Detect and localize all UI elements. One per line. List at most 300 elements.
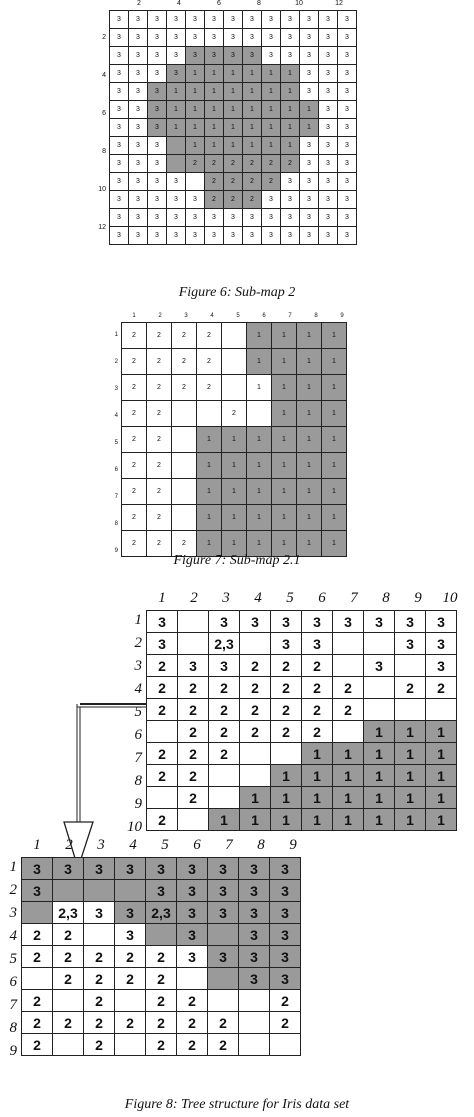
grid-cell: 3 bbox=[115, 924, 146, 946]
grid-cell: 3 bbox=[302, 611, 333, 633]
grid-cell: 1 bbox=[262, 83, 281, 101]
grid-cell: 1 bbox=[222, 505, 247, 531]
grid-cell: 3 bbox=[224, 227, 243, 245]
grid-cell: 3 bbox=[319, 155, 338, 173]
grid-cell: 2 bbox=[205, 155, 224, 173]
grid-cell: 3 bbox=[338, 29, 357, 47]
row-label: 3 bbox=[9, 905, 17, 921]
grid-cell: 2 bbox=[146, 1034, 177, 1056]
grid-cell: 3 bbox=[84, 902, 115, 924]
grid-cell: 2 bbox=[122, 375, 147, 401]
grid-cell: 3 bbox=[243, 47, 262, 65]
grid-cell: 3 bbox=[178, 655, 209, 677]
row-label: 3 bbox=[134, 658, 142, 674]
grid-cell: 3 bbox=[208, 858, 239, 880]
grid-cell: 1 bbox=[395, 765, 426, 787]
grid-row bbox=[22, 858, 301, 880]
grid-cell: 3 bbox=[110, 29, 129, 47]
grid-cell: 2 bbox=[115, 968, 146, 990]
grid-cell: 3 bbox=[338, 209, 357, 227]
grid-cell: 3 bbox=[129, 155, 148, 173]
grid-cell: 1 bbox=[222, 453, 247, 479]
grid-cell: 2 bbox=[122, 427, 147, 453]
grid-cell: 1 bbox=[395, 721, 426, 743]
grid-cell: 1 bbox=[281, 65, 300, 83]
grid-cell: 2 bbox=[146, 968, 177, 990]
grid-cell: 2 bbox=[333, 699, 364, 721]
grid-cell: 3 bbox=[110, 137, 129, 155]
grid-cell: 3 bbox=[338, 155, 357, 173]
grid-cell: 2 bbox=[122, 505, 147, 531]
grid-cell: 2 bbox=[147, 677, 178, 699]
grid-cell: 3 bbox=[300, 83, 319, 101]
grid-cell: 3 bbox=[129, 173, 148, 191]
grid-row bbox=[22, 990, 301, 1012]
grid-cell: 3 bbox=[319, 209, 338, 227]
column-label: 3 bbox=[97, 837, 105, 853]
grid-cell: 2 bbox=[178, 699, 209, 721]
grid-cell: 1 bbox=[272, 323, 297, 349]
grid-cell: 3 bbox=[281, 227, 300, 245]
column-label: 1 bbox=[33, 837, 41, 853]
column-label: 1 bbox=[132, 313, 136, 319]
grid-cell: 3 bbox=[239, 946, 270, 968]
grid-cell: 3 bbox=[167, 191, 186, 209]
grid-cell: 3 bbox=[148, 173, 167, 191]
grid-cell: 1 bbox=[297, 427, 322, 453]
grid-cell: 2 bbox=[240, 721, 271, 743]
grid-cell: 3 bbox=[262, 47, 281, 65]
grid-cell: 3 bbox=[167, 47, 186, 65]
grid-cell: 1 bbox=[272, 427, 297, 453]
grid-cell: 3 bbox=[177, 902, 208, 924]
column-label: 8 bbox=[257, 837, 265, 853]
grid-cell: 3 bbox=[300, 173, 319, 191]
grid-cell: 1 bbox=[197, 453, 222, 479]
grid-cell: 3 bbox=[209, 611, 240, 633]
grid-cell bbox=[239, 990, 270, 1012]
grid-cell bbox=[208, 968, 239, 990]
grid-row bbox=[22, 946, 301, 968]
row-label: 8 bbox=[114, 520, 118, 527]
grid-cell: 1 bbox=[302, 787, 333, 809]
grid-cell: 3 bbox=[148, 119, 167, 137]
row-label: 5 bbox=[114, 439, 118, 446]
grid-cell: 3 bbox=[239, 968, 270, 990]
grid-cell: 1 bbox=[167, 83, 186, 101]
grid-cell: 2 bbox=[262, 173, 281, 191]
grid-cell: 3 bbox=[148, 137, 167, 155]
grid-cell: 2 bbox=[197, 323, 222, 349]
column-label: 2 bbox=[158, 313, 162, 319]
grid-cell: 3 bbox=[205, 47, 224, 65]
grid-cell: 1 bbox=[322, 479, 347, 505]
grid-cell: 3 bbox=[148, 29, 167, 47]
grid-cell: 3 bbox=[110, 47, 129, 65]
grid-cell: 3 bbox=[115, 858, 146, 880]
grid-cell: 3 bbox=[167, 227, 186, 245]
row-label: 6 bbox=[102, 110, 106, 117]
column-label: 1 bbox=[158, 590, 166, 606]
grid-cell: 1 bbox=[186, 65, 205, 83]
grid-cell: 3 bbox=[240, 611, 271, 633]
grid-cell: 3 bbox=[209, 655, 240, 677]
grid-cell bbox=[22, 902, 53, 924]
grid-row bbox=[22, 968, 301, 990]
grid-cell: 2 bbox=[271, 699, 302, 721]
grid-cell: 3 bbox=[338, 11, 357, 29]
grid-cell: 3 bbox=[177, 924, 208, 946]
grid-cell: 2 bbox=[186, 155, 205, 173]
grid-cell: 3 bbox=[302, 633, 333, 655]
grid-cell: 2 bbox=[122, 349, 147, 375]
grid-cell: 3 bbox=[148, 47, 167, 65]
grid-cell: 2 bbox=[147, 765, 178, 787]
grid-cell: 2 bbox=[22, 946, 53, 968]
row-label: 1 bbox=[114, 331, 118, 338]
grid-cell bbox=[115, 1034, 146, 1056]
grid-cell: 3 bbox=[426, 611, 457, 633]
grid-cell: 2 bbox=[197, 375, 222, 401]
row-label: 7 bbox=[114, 493, 118, 500]
column-label: 6 bbox=[318, 590, 326, 606]
grid-cell: 3 bbox=[129, 209, 148, 227]
grid-cell: 3 bbox=[167, 173, 186, 191]
grid-cell: 2 bbox=[240, 699, 271, 721]
grid-cell: 1 bbox=[222, 479, 247, 505]
grid-cell bbox=[239, 1012, 270, 1034]
grid-cell: 1 bbox=[222, 531, 247, 557]
grid-cell: 2 bbox=[147, 699, 178, 721]
grid-cell: 1 bbox=[243, 137, 262, 155]
grid-cell: 1 bbox=[297, 323, 322, 349]
row-label: 10 bbox=[98, 186, 106, 193]
grid-cell: 2 bbox=[147, 427, 172, 453]
figure-7-caption: Figure 7: Sub-map 2.1 bbox=[173, 553, 301, 568]
grid-cell: 3 bbox=[148, 155, 167, 173]
grid-row bbox=[22, 902, 301, 924]
grid-cell: 3 bbox=[270, 858, 301, 880]
grid-cell: 3 bbox=[167, 209, 186, 227]
grid-cell: 1 bbox=[395, 743, 426, 765]
grid-cell: 2 bbox=[302, 677, 333, 699]
grid-cell: 1 bbox=[281, 101, 300, 119]
row-label: 4 bbox=[9, 928, 17, 944]
grid-cell: 1 bbox=[297, 531, 322, 557]
grid-cell: 2 bbox=[22, 990, 53, 1012]
grid-cell: 3 bbox=[239, 880, 270, 902]
grid-cell: 2 bbox=[146, 1012, 177, 1034]
grid-cell: 3 bbox=[364, 655, 395, 677]
grid-cell: 3 bbox=[281, 191, 300, 209]
grid-cell: 3 bbox=[110, 11, 129, 29]
column-label: 9 bbox=[289, 837, 297, 853]
grid-row bbox=[22, 1034, 301, 1056]
grid-cell: 1 bbox=[262, 137, 281, 155]
grid-cell: 3 bbox=[300, 29, 319, 47]
grid-cell: 1 bbox=[209, 809, 240, 831]
grid-cell: 1 bbox=[297, 349, 322, 375]
grid-cell: 3 bbox=[110, 83, 129, 101]
grid-cell: 3 bbox=[167, 65, 186, 83]
grid-cell: 1 bbox=[302, 743, 333, 765]
grid-cell: 2 bbox=[122, 323, 147, 349]
grid-cell: 2,3 bbox=[146, 902, 177, 924]
grid-cell: 1 bbox=[426, 721, 457, 743]
grid-cell: 3 bbox=[270, 946, 301, 968]
row-label: 3 bbox=[114, 385, 118, 392]
grid-cell: 3 bbox=[148, 209, 167, 227]
grid-cell: 1 bbox=[281, 137, 300, 155]
grid-cell: 3 bbox=[186, 209, 205, 227]
row-label: 9 bbox=[9, 1043, 17, 1059]
grid-cell: 3 bbox=[281, 173, 300, 191]
grid-cell: 3 bbox=[262, 191, 281, 209]
grid-cell: 2 bbox=[147, 655, 178, 677]
grid-cell: 3 bbox=[281, 29, 300, 47]
column-label: 4 bbox=[129, 837, 137, 853]
grid-cell: 1 bbox=[247, 479, 272, 505]
grid-cell: 3 bbox=[110, 101, 129, 119]
grid-cell: 1 bbox=[205, 137, 224, 155]
column-label: 3 bbox=[222, 590, 230, 606]
grid-cell: 3 bbox=[319, 191, 338, 209]
grid-cell: 1 bbox=[395, 787, 426, 809]
grid-cell: 2 bbox=[115, 1012, 146, 1034]
column-label: 6 bbox=[262, 313, 266, 319]
grid-cell: 3 bbox=[129, 29, 148, 47]
grid-cell: 1 bbox=[247, 427, 272, 453]
grid-cell: 2 bbox=[209, 699, 240, 721]
grid-cell: 1 bbox=[281, 119, 300, 137]
row-label: 1 bbox=[134, 612, 142, 628]
grid-cell: 2 bbox=[209, 743, 240, 765]
grid-cell: 3 bbox=[426, 633, 457, 655]
column-label: 10 bbox=[295, 0, 303, 7]
grid-cell bbox=[239, 1034, 270, 1056]
grid-cell: 3 bbox=[186, 11, 205, 29]
grid-cell: 1 bbox=[197, 427, 222, 453]
grid-cell: 1 bbox=[224, 65, 243, 83]
column-label: 5 bbox=[286, 590, 294, 606]
grid-cell: 3 bbox=[338, 191, 357, 209]
grid-cell bbox=[208, 990, 239, 1012]
column-label: 10 bbox=[442, 590, 458, 606]
grid-cell: 3 bbox=[205, 227, 224, 245]
grid-cell: 2 bbox=[53, 924, 84, 946]
grid-cell: 2 bbox=[178, 721, 209, 743]
grid-cell: 3 bbox=[129, 47, 148, 65]
grid-cell: 1 bbox=[262, 101, 281, 119]
grid-cell: 1 bbox=[205, 119, 224, 137]
grid-cell: 1 bbox=[243, 65, 262, 83]
grid-cell: 1 bbox=[197, 479, 222, 505]
grid-cell: 2 bbox=[270, 990, 301, 1012]
grid-cell: 2 bbox=[208, 1012, 239, 1034]
grid-cell: 3 bbox=[270, 924, 301, 946]
grid-cell: 1 bbox=[224, 101, 243, 119]
grid-cell: 3 bbox=[338, 173, 357, 191]
row-label: 8 bbox=[9, 1020, 17, 1036]
grid-cell bbox=[53, 990, 84, 1012]
grid-cell: 2 bbox=[122, 453, 147, 479]
grid-cell: 3 bbox=[148, 227, 167, 245]
grid-cell: 2 bbox=[224, 173, 243, 191]
grid-cell: 2 bbox=[281, 155, 300, 173]
grid-cell: 3 bbox=[426, 655, 457, 677]
grid-cell: 1 bbox=[364, 743, 395, 765]
column-label: 3 bbox=[184, 313, 188, 319]
grid-cell: 2 bbox=[224, 155, 243, 173]
grid-cell: 3 bbox=[186, 47, 205, 65]
grid-cell: 2 bbox=[177, 1034, 208, 1056]
row-label: 2 bbox=[102, 34, 106, 41]
grid-cell: 2 bbox=[147, 531, 172, 557]
grid-cell: 3 bbox=[262, 29, 281, 47]
column-label: 2 bbox=[137, 0, 141, 7]
column-label: 6 bbox=[193, 837, 201, 853]
column-label: 6 bbox=[217, 0, 221, 7]
figure-6-caption: Figure 6: Sub-map 2 bbox=[178, 285, 296, 300]
grid-cell: 1 bbox=[205, 65, 224, 83]
grid-cell: 1 bbox=[167, 119, 186, 137]
column-label: 7 bbox=[288, 313, 292, 319]
grid-row bbox=[22, 880, 301, 902]
grid-cell: 3 bbox=[262, 11, 281, 29]
grid-cell: 3 bbox=[208, 880, 239, 902]
column-label: 8 bbox=[257, 0, 261, 7]
row-label: 2 bbox=[134, 635, 142, 651]
grid-cell: 1 bbox=[224, 119, 243, 137]
grid-cell: 1 bbox=[364, 765, 395, 787]
grid-cell: 2 bbox=[224, 191, 243, 209]
row-label: 5 bbox=[9, 951, 17, 967]
grid-cell: 2 bbox=[178, 677, 209, 699]
grid-cell: 3 bbox=[395, 611, 426, 633]
grid-cell: 3 bbox=[270, 880, 301, 902]
grid-cell: 2 bbox=[172, 531, 197, 557]
column-label: 2 bbox=[65, 837, 73, 853]
grid-cell: 2 bbox=[243, 173, 262, 191]
grid-cell: 3 bbox=[129, 137, 148, 155]
grid-cell: 3 bbox=[129, 11, 148, 29]
grid-cell: 3 bbox=[338, 227, 357, 245]
grid-cell: 2 bbox=[209, 721, 240, 743]
grid-cell: 1 bbox=[300, 101, 319, 119]
grid-cell: 2 bbox=[115, 946, 146, 968]
grid-cell: 3 bbox=[364, 611, 395, 633]
grid-cell: 2 bbox=[172, 349, 197, 375]
grid-cell: 3 bbox=[208, 946, 239, 968]
grid-cell: 3 bbox=[300, 155, 319, 173]
grid-cell: 2,3 bbox=[53, 902, 84, 924]
grid-cell: 2 bbox=[426, 677, 457, 699]
grid-cell: 3 bbox=[167, 11, 186, 29]
grid-cell: 2 bbox=[271, 721, 302, 743]
grid-cell: 2 bbox=[172, 323, 197, 349]
grid-cell: 1 bbox=[243, 83, 262, 101]
grid-cell: 1 bbox=[272, 453, 297, 479]
grid-cell: 1 bbox=[426, 809, 457, 831]
row-label: 6 bbox=[134, 727, 142, 743]
grid-cell bbox=[115, 880, 146, 902]
column-label: 8 bbox=[382, 590, 390, 606]
column-label: 5 bbox=[161, 837, 169, 853]
grid-cell: 3 bbox=[148, 101, 167, 119]
grid-cell: 2 bbox=[205, 191, 224, 209]
grid-cell: 1 bbox=[281, 83, 300, 101]
grid-cell: 1 bbox=[322, 505, 347, 531]
column-label: 5 bbox=[236, 313, 240, 319]
grid-cell: 3 bbox=[270, 968, 301, 990]
grid-cell: 1 bbox=[297, 453, 322, 479]
grid-cell: 1 bbox=[333, 787, 364, 809]
grid-cell: 3 bbox=[186, 191, 205, 209]
grid-cell: 3 bbox=[271, 633, 302, 655]
grid-cell: 2 bbox=[53, 968, 84, 990]
grid-cell: 3 bbox=[224, 29, 243, 47]
grid-cell: 3 bbox=[84, 858, 115, 880]
grid-cell: 2 bbox=[147, 809, 178, 831]
grid-cell: 3 bbox=[300, 227, 319, 245]
grid-cell: 3 bbox=[319, 101, 338, 119]
grid-cell: 2 bbox=[243, 155, 262, 173]
grid-cell: 3 bbox=[243, 209, 262, 227]
grid-cell: 3 bbox=[300, 209, 319, 227]
grid-cell: 2 bbox=[222, 401, 247, 427]
grid-cell: 2 bbox=[178, 743, 209, 765]
grid-cell: 3 bbox=[300, 65, 319, 83]
grid-cell: 1 bbox=[240, 787, 271, 809]
grid-cell: 1 bbox=[297, 401, 322, 427]
grid-cell: 2,3 bbox=[209, 633, 240, 655]
grid-cell: 3 bbox=[22, 880, 53, 902]
column-label: 8 bbox=[314, 313, 318, 319]
row-label: 5 bbox=[134, 704, 142, 720]
grid-cell: 3 bbox=[338, 101, 357, 119]
grid-cell: 3 bbox=[239, 902, 270, 924]
row-label: 9 bbox=[114, 547, 118, 554]
grid-cell: 3 bbox=[243, 227, 262, 245]
figure-8-bottom-grid bbox=[21, 857, 301, 1056]
grid-cell: 1 bbox=[186, 119, 205, 137]
grid-cell: 1 bbox=[243, 101, 262, 119]
row-label: 1 bbox=[9, 859, 17, 875]
grid-cell: 1 bbox=[272, 531, 297, 557]
grid-cell: 2 bbox=[147, 375, 172, 401]
grid-cell: 3 bbox=[395, 633, 426, 655]
grid-cell: 3 bbox=[186, 227, 205, 245]
figure-8-bottom-grid-wrap bbox=[21, 857, 301, 1056]
grid-cell: 2 bbox=[84, 946, 115, 968]
grid-cell: 3 bbox=[300, 191, 319, 209]
column-label: 9 bbox=[414, 590, 422, 606]
grid-cell: 2 bbox=[302, 699, 333, 721]
grid-cell: 1 bbox=[364, 787, 395, 809]
grid-cell: 1 bbox=[322, 323, 347, 349]
grid-cell: 3 bbox=[129, 65, 148, 83]
column-label: 12 bbox=[335, 0, 343, 7]
grid-cell: 3 bbox=[319, 173, 338, 191]
grid-cell: 3 bbox=[319, 119, 338, 137]
grid-cell: 2 bbox=[262, 155, 281, 173]
grid-cell: 3 bbox=[319, 137, 338, 155]
grid-cell: 3 bbox=[208, 902, 239, 924]
grid-cell: 2 bbox=[122, 401, 147, 427]
grid-cell: 2 bbox=[208, 1034, 239, 1056]
grid-cell: 2 bbox=[147, 743, 178, 765]
row-label: 9 bbox=[134, 796, 142, 812]
